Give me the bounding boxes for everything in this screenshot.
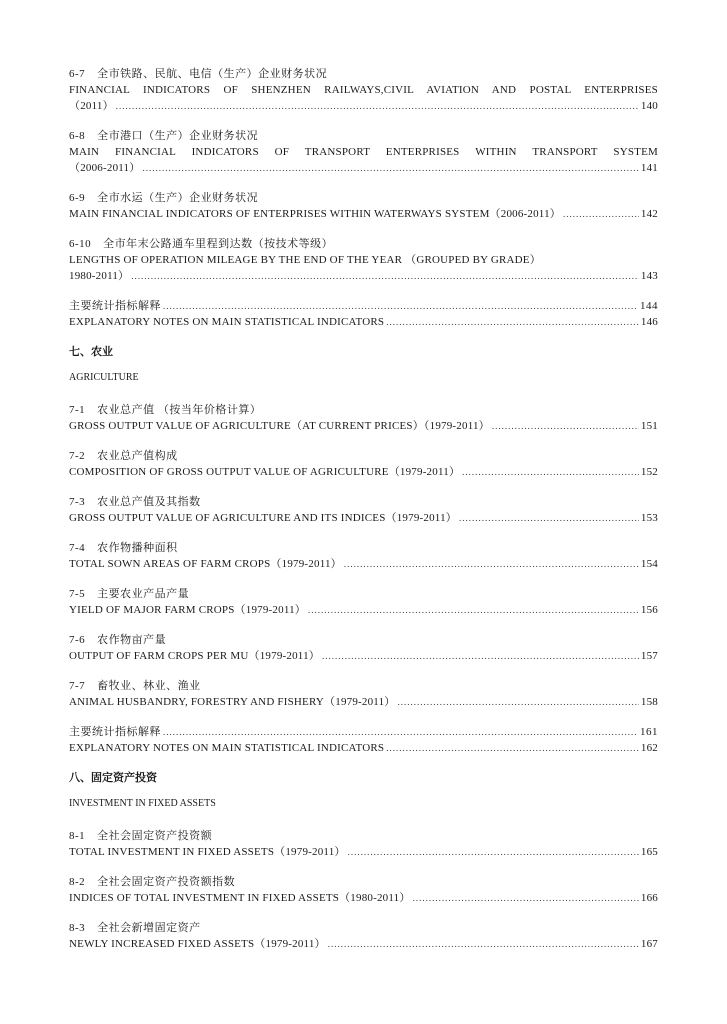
toc-entry-6-10[interactable] bbox=[69, 236, 658, 284]
entry-title-cn: 畜牧业、林业、渔业 bbox=[97, 680, 201, 692]
entry-number: 6-7 bbox=[69, 68, 86, 80]
entry-title-en: TOTAL SOWN AREAS OF FARM CROPS（1979-2011） bbox=[69, 558, 342, 570]
leader-dots bbox=[492, 418, 639, 434]
toc-entry-7-5[interactable] bbox=[69, 586, 658, 618]
leader-dots bbox=[308, 602, 639, 618]
leader-dots bbox=[462, 464, 639, 480]
page-number: 154 bbox=[640, 558, 658, 570]
section-heading-cn: 七、农业 bbox=[69, 346, 113, 358]
leader-dots bbox=[348, 844, 639, 860]
leader-dots bbox=[163, 724, 638, 740]
toc-notes-6[interactable] bbox=[69, 298, 658, 330]
entry-number: 7-4 bbox=[69, 542, 86, 554]
leader-dots bbox=[116, 98, 639, 114]
toc-entry-7-2[interactable] bbox=[69, 448, 658, 480]
entry-title-cn: 农业总产值及其指数 bbox=[97, 496, 201, 508]
entry-title-en: FINANCIAL INDICATORS OF SHENZHEN RAILWAYS,CIVIL AVIATION AND POSTAL ENTERPRISES bbox=[69, 84, 658, 96]
section-heading-en: INVESTMENT IN FIXED ASSETS bbox=[69, 798, 216, 809]
entry-title-en: MAIN FINANCIAL INDICATORS OF ENTERPRISES WITHIN WATERWAYS SYSTEM（2006-2011） bbox=[69, 208, 562, 220]
leader-dots bbox=[142, 160, 638, 176]
entry-title-en: ANIMAL HUSBANDRY, FORESTRY AND FISHERY（1979-2011） bbox=[69, 696, 396, 708]
entry-number: 7-7 bbox=[69, 680, 86, 692]
entry-number: 6-9 bbox=[69, 192, 86, 204]
entry-title-en-cont: （2006-2011） bbox=[69, 162, 141, 174]
entry-number: 8-3 bbox=[69, 922, 86, 934]
entry-number: 7-1 bbox=[69, 404, 86, 416]
page-number: 151 bbox=[640, 420, 658, 432]
entry-title-cn: 农作物亩产量 bbox=[97, 634, 167, 646]
entry-title-cn: 全市水运（生产）企业财务状况 bbox=[97, 192, 259, 204]
entry-title-cn: 全社会新增固定资产 bbox=[97, 922, 201, 934]
leader-dots bbox=[131, 268, 639, 284]
notes-title-cn: 主要统计指标解释 bbox=[69, 726, 161, 738]
toc-page bbox=[69, 66, 658, 966]
entry-number: 7-6 bbox=[69, 634, 86, 646]
leader-dots bbox=[344, 556, 639, 572]
leader-dots bbox=[398, 694, 639, 710]
toc-entry-7-6[interactable] bbox=[69, 632, 658, 664]
page-number: 157 bbox=[640, 650, 658, 662]
entry-title-en: GROSS OUTPUT VALUE OF AGRICULTURE AND ITS INDICES（1979-2011） bbox=[69, 512, 457, 524]
leader-dots bbox=[386, 314, 639, 330]
entry-title-cn: 全市年末公路通车里程到达数（按技术等级） bbox=[103, 238, 334, 250]
entry-title-en: LENGTHS OF OPERATION MILEAGE BY THE END OF THE YEAR （GROUPED BY GRADE） bbox=[69, 254, 541, 266]
entry-title-en: NEWLY INCREASED FIXED ASSETS（1979-2011） bbox=[69, 938, 326, 950]
page-number: 153 bbox=[640, 512, 658, 524]
toc-entry-8-3[interactable] bbox=[69, 920, 658, 952]
entry-title-en: TOTAL INVESTMENT IN FIXED ASSETS（1979-2011） bbox=[69, 846, 346, 858]
leader-dots bbox=[459, 510, 639, 526]
leader-dots bbox=[322, 648, 639, 664]
entry-number: 6-10 bbox=[69, 238, 92, 250]
entry-title-cn: 全社会固定资产投资额 bbox=[97, 830, 213, 842]
leader-dots bbox=[328, 936, 639, 952]
entry-title-cn: 农业总产值构成 bbox=[97, 450, 178, 462]
entry-title-cn: 主要农业产品产量 bbox=[97, 588, 190, 600]
page-number: 152 bbox=[640, 466, 658, 478]
page-number: 158 bbox=[640, 696, 658, 708]
page-number: 143 bbox=[640, 270, 658, 282]
page-number: 146 bbox=[640, 316, 658, 328]
entry-title-cn: 农作物播种面积 bbox=[97, 542, 178, 554]
leader-dots bbox=[386, 740, 639, 756]
notes-title-en: EXPLANATORY NOTES ON MAIN STATISTICAL INDICATORS bbox=[69, 742, 385, 754]
page-number: 162 bbox=[640, 742, 658, 754]
entry-title-en: COMPOSITION OF GROSS OUTPUT VALUE OF AGRICULTURE（1979-2011） bbox=[69, 466, 461, 478]
leader-dots bbox=[163, 298, 638, 314]
toc-entry-7-1[interactable] bbox=[69, 402, 658, 434]
entry-number: 6-8 bbox=[69, 130, 86, 142]
section-heading-en: AGRICULTURE bbox=[69, 372, 139, 383]
toc-entry-7-3[interactable] bbox=[69, 494, 658, 526]
entry-title-en: YIELD OF MAJOR FARM CROPS（1979-2011） bbox=[69, 604, 307, 616]
toc-entry-6-7[interactable] bbox=[69, 66, 658, 114]
toc-entry-7-4[interactable] bbox=[69, 540, 658, 572]
page-number: 144 bbox=[640, 300, 658, 312]
page-number: 165 bbox=[640, 846, 658, 858]
entry-number: 7-5 bbox=[69, 588, 86, 600]
toc-entry-6-9[interactable] bbox=[69, 190, 658, 222]
entry-number: 7-3 bbox=[69, 496, 86, 508]
notes-title-cn: 主要统计指标解释 bbox=[69, 300, 161, 312]
notes-title-en: EXPLANATORY NOTES ON MAIN STATISTICAL INDICATORS bbox=[69, 316, 385, 328]
entry-title-cn: 全市港口（生产）企业财务状况 bbox=[97, 130, 259, 142]
toc-entry-8-2[interactable] bbox=[69, 874, 658, 906]
toc-entry-7-7[interactable] bbox=[69, 678, 658, 710]
entry-title-en: INDICES OF TOTAL INVESTMENT IN FIXED ASSETS（1980-2011） bbox=[69, 892, 411, 904]
toc-notes-7[interactable] bbox=[69, 724, 658, 756]
page-number: 166 bbox=[640, 892, 658, 904]
page-number: 140 bbox=[640, 100, 658, 112]
entry-title-en: GROSS OUTPUT VALUE OF AGRICULTURE（AT CURRENT PRICES）（1979-2011） bbox=[69, 420, 490, 432]
entry-title-en: MAIN FINANCIAL INDICATORS OF TRANSPORT ENTERPRISES WITHIN TRANSPORT SYSTEM bbox=[69, 146, 658, 158]
entry-title-en: OUTPUT OF FARM CROPS PER MU（1979-2011） bbox=[69, 650, 320, 662]
entry-title-cn: 全市铁路、民航、电信（生产）企业财务状况 bbox=[97, 68, 328, 80]
entry-title-en-cont: （2011） bbox=[69, 100, 114, 112]
leader-dots bbox=[563, 206, 639, 222]
toc-entry-8-1[interactable] bbox=[69, 828, 658, 860]
section-heading-cn: 八、固定资产投资 bbox=[69, 772, 157, 784]
page-number: 156 bbox=[640, 604, 658, 616]
page-number: 142 bbox=[640, 208, 658, 220]
page-number: 141 bbox=[640, 162, 658, 174]
toc-entry-6-8[interactable] bbox=[69, 128, 658, 176]
entry-number: 8-2 bbox=[69, 876, 86, 888]
entry-number: 8-1 bbox=[69, 830, 86, 842]
entry-title-cn: 全社会固定资产投资额指数 bbox=[97, 876, 236, 888]
entry-title-en-cont: 1980-2011） bbox=[69, 270, 130, 282]
entry-title-cn: 农业总产值 （按当年价格计算） bbox=[97, 404, 262, 416]
page-number: 161 bbox=[640, 726, 658, 738]
leader-dots bbox=[413, 890, 639, 906]
entry-number: 7-2 bbox=[69, 450, 86, 462]
page-number: 167 bbox=[640, 938, 658, 950]
